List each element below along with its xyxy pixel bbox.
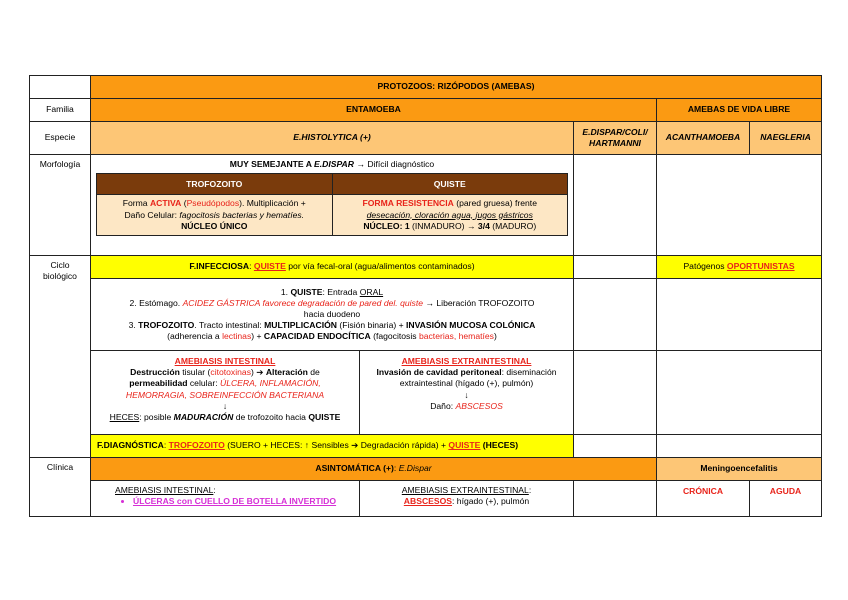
step-3: 3. TROFOZOITO. Tracto intestinal: MULTIPLICACIÓN (Fisión binaria) + INVASIÓN MUCOSA COLÓNICA — [128, 320, 536, 331]
quiste-header: QUISTE — [332, 174, 568, 195]
ciclo-dispar-empty-2 — [574, 279, 657, 351]
row-label-ciclo: Ciclo biológico — [30, 256, 91, 458]
amebas-table — [29, 75, 822, 517]
step-2: 2. Estómago. ACIDEZ GÁSTRICA favorece degradación de pared del. quiste → Liberación TROFOZOITO — [129, 297, 535, 308]
ciclo-vida-libre-empty-3 — [657, 351, 822, 435]
meningoencefalitis: Meningoencefalitis — [657, 458, 822, 481]
row-label-morfologia: Morfología — [30, 155, 91, 256]
quiste-description: FORMA RESISTENCIA (pared gruesa) frente desecación, cloración agua, jugos gástricos NÚCLEO: 1 (INMADURO) → 3/4 (MADURO) — [332, 195, 568, 236]
familia-entamoeba: ENTAMOEBA — [91, 99, 657, 122]
especie-naegleria: NAEGLERIA — [750, 122, 822, 155]
especie-acanthamoeba: ACANTHAMOEBA — [657, 122, 750, 155]
especie-dispar: E.DISPAR/COLI/ HARTMANNI — [574, 122, 657, 155]
patogenos-oportunistas: Patógenos OPORTUNISTAS — [657, 256, 822, 279]
clinica-amebiasis-extraintestinal: AMEBIASIS EXTRAINTESTINAL: ABSCESOS: hígado (+), pulmón — [360, 481, 574, 517]
morfologia-dispar-empty — [574, 155, 657, 256]
step-1: 1. QUISTE: Entrada ORAL — [280, 286, 384, 297]
ciclo-dispar-empty-3 — [574, 351, 657, 435]
morfologia-cell — [91, 155, 574, 256]
forma-infecciosa: F.INFECCIOSA: QUISTE por vía fecal-oral (agua/alimentos contaminados) — [91, 256, 574, 279]
forma-diagnostica: F.DIAGNÓSTICA: TROFOZOITO (SUERO + HECES: ↑ Sensibles ➔ Degradación rápida) + QUISTE (HECES) — [91, 435, 574, 458]
row-label-familia: Familia — [30, 99, 91, 122]
trofozoito-header: TROFOZOITO — [97, 174, 333, 195]
row-label-clinica: Clínica — [30, 458, 91, 517]
ciclo-vida-libre-empty-2 — [657, 279, 822, 351]
familia-vida-libre: AMEBAS DE VIDA LIBRE — [657, 99, 822, 122]
ciclo-dispar-empty-4 — [574, 435, 657, 458]
corner-cell — [30, 76, 91, 99]
ciclo-steps: 1. QUISTE: Entrada ORAL 2. Estómago. ACIDEZ GÁSTRICA favorece degradación de pared del. quiste → Liberación TROFOZOITO hacia duodeno 3. TROFOZOITO. Tracto intestinal: MULTIPLICACIÓN (Fisión binaria) + INVASIÓN MUCOSA COLÓNICA (adherencia a lectinas) + CAPACIDAD ENDOCÍTICA (fagocitosis bacterias, hematíes) — [91, 279, 574, 351]
trofozoito-description: Forma ACTIVA (Pseudópodos). Multiplicación + Daño Celular: fagocitosis bacterias y hematíes. NÚCLEO ÚNICO — [97, 195, 333, 236]
amebiasis-intestinal-cell: AMEBIASIS INTESTINAL Destrucción tisular (citotoxinas) ➔ Alteración de permeabilidad celular: ÚLCERA, INFLAMACIÓN, HEMORRAGIA, SOBREINFECCIÓN BACTERIANA ↓ HECES: posible MADURACIÓN de trofozoito hacia QUISTE — [91, 351, 360, 435]
table-title: PROTOZOOS: RIZÓPODOS (AMEBAS) — [91, 76, 822, 99]
clinica-aguda: AGUDA — [750, 481, 822, 517]
clinica-amebiasis-intestinal: AMEBIASIS INTESTINAL: • ÚLCERAS con CUELLO DE BOTELLA INVERTIDO — [91, 481, 360, 517]
clinica-dispar-empty — [574, 481, 657, 517]
row-label-especie: Especie — [30, 122, 91, 155]
amebiasis-extraintestinal-cell: AMEBIASIS EXTRAINTESTINAL Invasión de cavidad peritoneal: diseminación extraintestinal (hígado (+), pulmón) ↓ Daño: ABSCESOS — [360, 351, 574, 435]
morfologia-subtable — [96, 173, 568, 236]
especie-histolytica: E.HISTOLYTICA (+) — [91, 122, 574, 155]
morfologia-vida-libre-empty — [657, 155, 822, 256]
asintomatica: ASINTOMÁTICA (+): E.Dispar — [91, 458, 657, 481]
ciclo-dispar-empty-1 — [574, 256, 657, 279]
morfologia-intro: MUY SEMEJANTE A E.DISPAR → Difícil diagnóstico — [229, 159, 435, 169]
ciclo-vida-libre-empty-4 — [657, 435, 822, 458]
clinica-cronica: CRÓNICA — [657, 481, 750, 517]
